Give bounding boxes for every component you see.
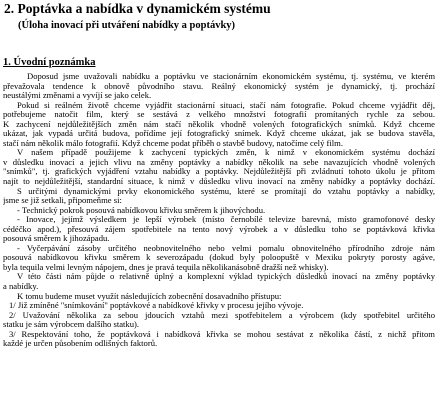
body-line: V našem případě použijeme k zachycení typických změn, k nimž v ekonomickém systému dochází [17,148,435,158]
body-line: neustálými změnami a vyvíjí se jako celek. [3,91,152,101]
body-line: Doposud jsme uvažovali nabídku a poptávku ve stacionárním ekonomickém systému, tj. systému, ve kterém [27,72,435,81]
body-line: - Inovace, jejímž výsledkem je lepší výrobek (místo černobílé televize barevná, místo gramofonové desky [17,215,435,225]
body-line: převažovala tendence k obnově původního stavu. Reálný ekonomický systém je dynamický, tj. prochází [3,81,435,91]
body-line: "snímků", tj. grafických vyjádření vztahu nabídky a poptávky. Nejdůležitější při zvládnutí tohoto úkolu je přitom [3,167,435,177]
body-line: potřebujeme natočit film, který se sestává z velkého množství fotografií promítaných rychle za sebou. [3,110,435,120]
body-line: ukázat, jak vypadá určitá budova, pořídíme její fotografický snímek. Když chceme ukázat, jak se budova stavěla, [3,129,435,139]
body-line: Pokud si reálném životě chceme vyjádřit stacionární situaci, stačí nám fotografie. Pokud chceme vyjádřit děj, [17,100,435,110]
body-line: 3/ Respektování toho, že poptávková i nabídková křivka se mohou sestávat z několika částí, z nichž přitom [9,329,435,339]
body-line: K tomu budeme muset využít následujících zobecnění dosavadního přístupu: [17,291,282,301]
document-subtitle: (Úloha inovací při utváření nabídky a poptávky) [18,20,236,31]
body-line: posouvá směrem k jihozápadu. [3,234,110,244]
body-line: jsme se již setkali, připomeňme si: [3,196,122,206]
body-line: a nabídky. [3,282,39,292]
body-line: - Vyčerpávání zásoby určitého neobnovitelného nebo velmi pomalu obnovitelného přírodního zdroje nám [17,243,435,253]
body-line: stačí nám několik málo fotografií. Když chceme podat příběh o stavbě budovy, natočíme celý film. [3,138,343,148]
document-title: 2. Poptávka a nabídka v dynamickém systému [4,1,271,16]
body-line: S určitými dynamickými prvky ekonomického systému, které se promítají do vztahu poptávky a nabídky, [17,186,435,196]
body-line: V této části nám půjde o relativně úplný a komplexní výklad typických důsledků inovací na změny poptávky [17,272,435,282]
body-line: byla tequila velmi levným nápojem, dnes je pravá tequila několikanásobně dražší než whisky). [3,262,329,272]
body-line: K zachycení nejdůležitějších změn nám stačí několik vhodně volených fotografických snímků. Když chceme [3,119,435,129]
body-line: 1/ Již zmíněné "snímkování" poptávkové a nabídkové křivky v procesu jejího vývoje. [9,301,304,311]
body-line: cédéčko apod.), přesouvá zájem spotřebitele na tento nový výrobek a v důsledku toho se poptávková křivka [3,224,435,234]
body-line: v důsledku inovací a jejich vlivu na změny poptávky a nabídky několik na sebe navazujících vhodně volených [3,157,435,167]
body-line: najít to nejdůležitější, standardní situace, k nimž v důsledku vlivu inovací na změny nabídky a poptávky dochází. [3,177,435,187]
document-body [3,72,435,349]
body-line: statku je sám výrobcem dalšího statku). [3,320,140,330]
body-line: - Technický pokrok posouvá nabídkovou křivku směrem k jihovýchodu. [17,205,266,215]
body-line: posouvá nabídkovou křivku směrem k severozápadu (dokud byly poloopuště v Mexiku pokryty porosty agáve, [3,253,435,263]
page-edge [435,0,439,410]
body-line: 2/ Uvažování několika za sebou jdoucích vztahů mezi spotřebitelem a výrobcem (kdy spotřebitel určitého [9,310,435,320]
body-line: každé je určen působením odlišných faktorů. [3,339,158,349]
section-heading: 1. Úvodní poznámka [3,57,96,68]
